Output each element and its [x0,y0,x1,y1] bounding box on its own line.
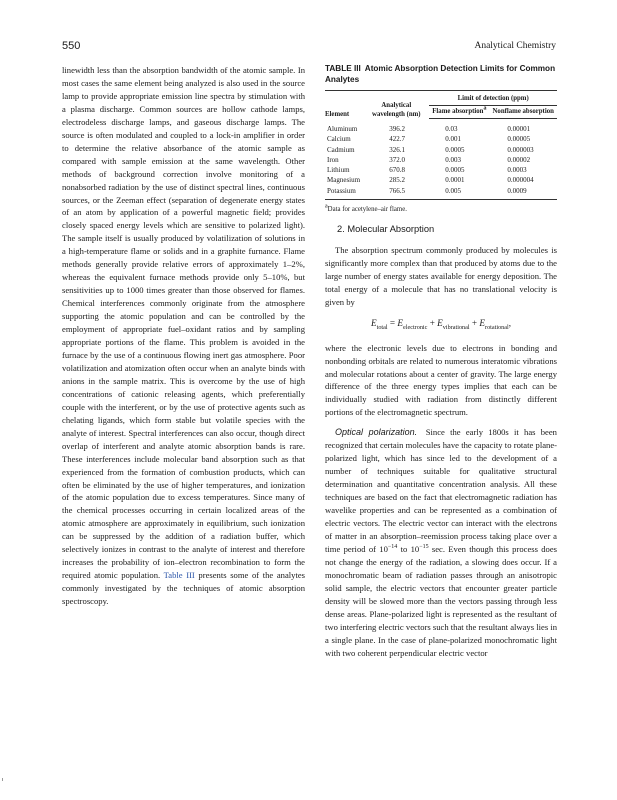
table-row [325,165,557,175]
body-paragraph [62,64,305,608]
table-row [325,155,557,165]
section-heading: 2. Molecular Absorption [337,224,435,235]
table-row [325,175,557,185]
cell-element: Cadmium [327,145,355,154]
cell-nonflame: 0.00002 [507,155,531,164]
cell-nonflame: 0.000003 [507,145,534,154]
left-column [62,64,305,608]
page-number: 550 [62,40,81,52]
body-paragraph: Optical polarization. Since the early 1800s it has been recognized that certain molecules have the capacity to rotate plane-polarized light, which has since led to the development of a number of techniques suitable for qualitative structural determination and quantitative concentration analysis. All these techniques are based on the fact that electromagnetic radiation has wavelike properties and can be represented as a combination of electric vectors. The electric vector can interact with the electrons of matter in an absorption–reemission process taking place over a time period of $10^{-14}$ to $10^{-15}$ sec. Even though this process does not change the energy of the radiation, a slowing does occur. If a monochromatic beam of radiation passes through an anisotropic solid sample, the electric vectors that encounter greater particle density will be slowed more than the vectors passing through less dense areas. Plane-polarized light is represented as the resultant of two interfering electric vectors such that the resultant always lies in a single plane. In the case of plane-polarized monochromatic light with two coherent perpendicular electric vector [325,427,557,658]
cell-wavelength: 326.1 [389,145,406,154]
cell-nonflame: 0.0003 [507,166,527,175]
cell-flame: 0.005 [429,186,489,200]
footnote-marker: a [483,105,487,112]
cell-element: Iron [327,155,339,164]
table-row [325,119,557,135]
cell-flame: 0.03 [445,125,458,133]
cell-wavelength: 766.5 [363,186,429,200]
table-title: Atomic Absorption Detection Limits for Common Analytes [325,64,556,84]
col-header-limit: Limit of detection (ppm) [429,91,557,106]
table-row [325,186,557,200]
energy-equation: $E_{total} = E_{electronic} + E_{vibrational} + E_{rotational}$, [370,317,512,331]
cell-flame: 0.003 [445,155,462,164]
cell-flame: 0.0005 [445,145,465,154]
body-paragraph: The absorption spectrum commonly produced by molecules is significantly more complex than that produced by atoms due to the large number of energy states available for energy deposition. The total energy of a molecule that has no translational velocity is given by [325,245,557,307]
col-header-nonflame: Nonflame absorption [489,106,557,119]
cell-wavelength: 285.2 [389,176,406,185]
col-header-flame: Flame absorption$^a$ [429,106,489,119]
journal-title: Analytical Chemistry [474,41,556,51]
cell-wavelength: 372.0 [389,155,406,164]
table-row [325,145,557,155]
cell-element: Aluminum [327,124,358,133]
right-column [325,64,557,660]
detection-limits-table [325,90,557,200]
cell-nonflame: 0.00005 [507,135,531,144]
cell-element: Lithium [327,166,350,175]
cell-nonflame: 0.00001 [507,125,531,133]
paragraph-text: presents some of the analytes commonly investigated by the techniques of atomic absorption spectroscopy. [62,570,305,607]
col-header-wavelength: Analytical wavelength (nm) [363,91,429,119]
table-row [325,134,557,144]
cell-wavelength: 670.8 [389,166,406,175]
cell-nonflame: 0.000004 [507,176,534,185]
table-caption [325,64,557,85]
cell-element: Calcium [327,135,351,144]
cell-flame: 0.001 [445,135,462,144]
col-header-element: Element [325,91,363,119]
paragraph-text: linewidth less than the absorption bandwidth of the atomic sample. In most cases the same element being analyzed is also used in the source lamp to provide appropriate emission line spectra by stimulation with a plasma discharge. Common sources are hollow cathode lamps, electrodeless discharge lamps, and gaseous discharge lamps. The source is often modulated and coupled to a lock-in amplifier in order to determine the relative absorbance of the atomic sample as compared with sample emission at the same wavelength. Other methods of background correction involve monitoring of a nonabsorbed radiation by the use of distinct spectral lines, continuous sources, or the Zeeman effect (separation of degenerate energy states of an atom by application of a powerful magnetic field; provides closely spaced energy levels which are sensitive to polarized light). The sample itself is usually produced by volatilization of solutions in a high-temperature flame or solids and in a graphite furnance. Flame methods generally provide relative errors of approximately 1–2%, whereas the equivalent furnace methods provide only 5–10%, but sensitivities up to 1000 times greater than those observed for flames. Chemical interferences commonly originate from the atmosphere supporting the atomic population and can be controlled by the employment of appropriate fuel–oxidant ratios and by sampling appropriate portions of the flame. This problem is avoided in the furnace by the use of a continuous flowing inert gas atmosphere. Poor volatilization and atomization often occur when an analyte binds with anions in the sample matrix. This is overcome by the use of high concentrations of cationic releasing agents, which preferentially couple with the interferent, or by the use of protective agents such as chelating ligands, which form stable but volatile species with the analyte of interest. Spectral interferences can also occur, though direct overlap of interferent and analyte atomic absorption bands is rare. These interferences include molecular band absorption such as that experienced from the formation of combustion products, which can often be eliminated by the use of higher temperatures, and ionization of the atomic population due to excess temperatures. Since many of the chemical processes occurring in certain localized areas of the atomic atmosphere are approximately in equilibrium, such ionization can be suppressed by the addition of a radiation buffer, which selectively ionizes in contrast to the analyte of interest and therefore increases the probability of ion–electron recombination to form the required atomic population. [62,65,305,581]
table-reference-link[interactable]: Table III [163,570,195,581]
cell-flame: 0.0005 [445,166,465,175]
cell-wavelength: 422.7 [389,135,406,144]
table-label: TABLE III [325,64,361,73]
margin-mark [2,778,3,781]
table-footnote: $^a$Data for acetylene–air flame. [325,203,407,214]
cell-element: Magnesium [327,176,361,185]
cell-wavelength: 396.2 [389,124,406,133]
cell-nonflame: 0.0009 [489,186,557,200]
cell-flame: 0.0001 [445,176,465,185]
body-paragraph: where the electronic levels due to electrons in bonding and nonbonding orbitals are related to numerous interatomic vibrations and molecular rotations about a center of gravity. The large energy difference of the three energy types implies that each can be individually studied with radiation from distinctly different portions of the electromagnetic spectrum. [325,342,557,418]
cell-element: Potassium [325,186,363,200]
run-in-heading: Optical polarization. [335,427,418,438]
